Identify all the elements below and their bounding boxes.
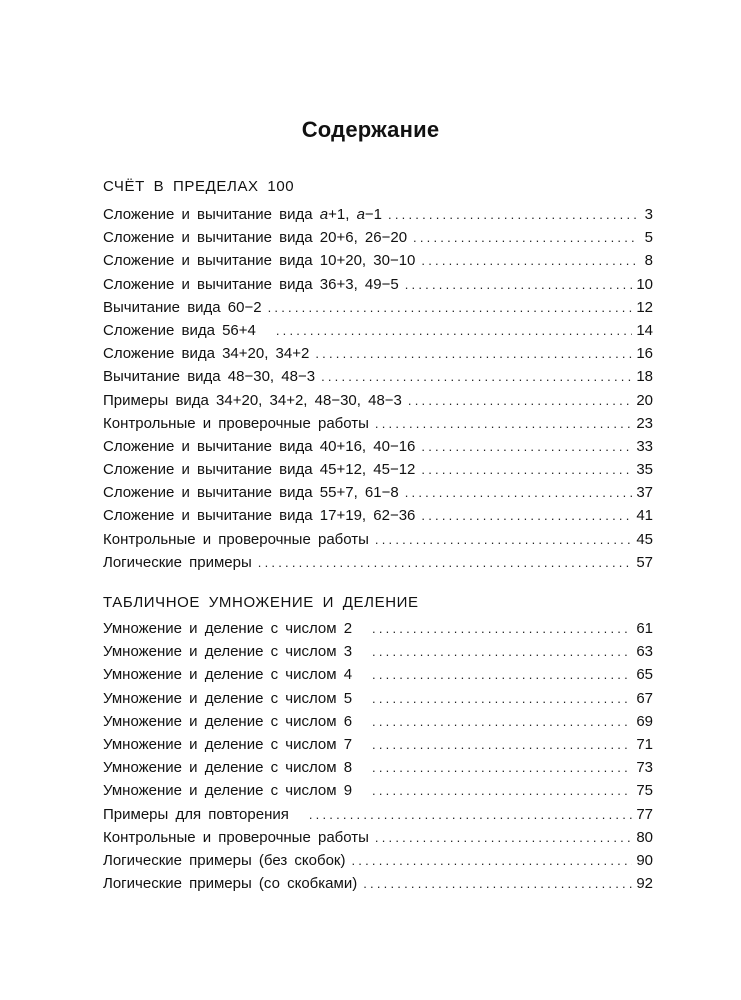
leader-dots [405, 277, 633, 292]
toc-entry-label: Умножение и деление с числом 4 [103, 666, 353, 684]
toc-entry-label: Умножение и деление с числом 8 [103, 759, 353, 777]
toc-entry-label: Умножение и деление с числом 6 [103, 712, 353, 730]
toc-entry-label: Контрольные и проверочные работы [103, 414, 369, 432]
toc-entry[interactable] [103, 461, 653, 484]
leader-dots [372, 621, 632, 636]
toc-entry[interactable] [103, 322, 653, 345]
leader-dots [268, 300, 633, 315]
toc-entry[interactable] [103, 620, 653, 643]
toc-list-section-1 [103, 206, 653, 577]
leader-dots [372, 667, 632, 682]
toc-entry-page: 10 [636, 275, 653, 293]
toc-entry-label: Логические примеры [103, 553, 252, 571]
toc-entry-label: Умножение и деление с числом 3 [103, 643, 353, 661]
leader-dots [372, 644, 632, 659]
toc-entry-page: 90 [636, 851, 653, 869]
leader-dots [405, 485, 633, 500]
toc-entry-label: Вычитание вида 48−30, 48−3 [103, 368, 316, 386]
toc-entry-label: Контрольные и проверочные работы [103, 530, 369, 548]
toc-entry-label: Сложение и вычитание вида 45+12, 45−12 [103, 461, 416, 479]
toc-entry-label: Примеры вида 34+20, 34+2, 48−30, 48−3 [103, 391, 402, 409]
leader-dots [375, 532, 632, 547]
toc-entry-label: Умножение и деление с числом 5 [103, 689, 353, 707]
toc-entry[interactable] [103, 736, 653, 759]
toc-entry-page: 45 [636, 530, 653, 548]
leader-dots [372, 737, 632, 752]
leader-dots [421, 253, 639, 268]
toc-entry[interactable] [103, 875, 653, 898]
toc-entry[interactable] [103, 806, 653, 829]
toc-entry-page: 63 [636, 643, 653, 661]
toc-entry[interactable] [103, 438, 653, 461]
toc-entry-label: Контрольные и проверочные работы [103, 828, 369, 846]
section-heading: СЧЁТ В ПРЕДЕЛАХ 100 [103, 178, 295, 195]
toc-entry-page: 8 [644, 252, 653, 270]
toc-entry-page: 65 [636, 666, 653, 684]
toc-entry[interactable] [103, 415, 653, 438]
leader-dots [421, 439, 632, 454]
toc-entry[interactable] [103, 368, 653, 391]
toc-entry-page: 57 [636, 553, 653, 571]
toc-entry-label: Вычитание вида 60−2 [103, 298, 262, 316]
toc-entry-page: 69 [636, 712, 653, 730]
toc-entry[interactable] [103, 345, 653, 368]
toc-entry-label: Сложение и вычитание вида 10+20, 30−10 [103, 252, 416, 270]
leader-dots [372, 714, 632, 729]
toc-entry-page: 18 [636, 368, 653, 386]
section-heading: ТАБЛИЧНОЕ УМНОЖЕНИЕ И ДЕЛЕНИЕ [103, 594, 419, 611]
toc-entry-page: 73 [636, 759, 653, 777]
leader-dots [375, 416, 632, 431]
toc-entry-label: Сложение и вычитание вида а+1, а−1 [103, 206, 383, 223]
toc-entry-label: Умножение и деление с числом 7 [103, 735, 353, 753]
toc-entry[interactable] [103, 666, 653, 689]
toc-entry-page: 23 [636, 414, 653, 432]
toc-entry-page: 37 [636, 484, 653, 502]
leader-dots [351, 853, 632, 868]
leader-dots [309, 807, 632, 822]
toc-entry-page: 75 [636, 782, 653, 800]
toc-entry-page: 12 [636, 298, 653, 316]
toc-entry-page: 16 [636, 345, 653, 363]
toc-entry[interactable] [103, 852, 653, 875]
leader-dots [276, 323, 632, 338]
toc-entry-label: Примеры для повторения [103, 805, 289, 823]
toc-entry[interactable] [103, 484, 653, 507]
toc-entry[interactable] [103, 392, 653, 415]
toc-entry[interactable] [103, 759, 653, 782]
toc-entry-label: Умножение и деление с числом 2 [103, 620, 353, 637]
toc-entry-page: 61 [636, 620, 653, 637]
toc-entry-page: 5 [644, 229, 653, 247]
toc-entry-label: Сложение и вычитание вида 20+6, 26−20 [103, 229, 408, 247]
toc-entry[interactable] [103, 713, 653, 736]
toc-entry-page: 35 [636, 461, 653, 479]
toc-entry-page: 33 [636, 437, 653, 455]
toc-entry-page: 14 [636, 321, 653, 339]
toc-entry[interactable] [103, 276, 653, 299]
toc-entry-page: 80 [636, 828, 653, 846]
toc-entry-label: Логические примеры (без скобок) [103, 851, 346, 869]
leader-dots [315, 346, 632, 361]
toc-entry-page: 41 [636, 507, 653, 525]
toc-entry[interactable] [103, 643, 653, 666]
toc-entry-label: Логические примеры (со скобками) [103, 875, 358, 893]
leader-dots [363, 876, 632, 891]
toc-entry-page: 20 [636, 391, 653, 409]
toc-entry-label: Сложение вида 56+4 [103, 321, 256, 339]
leader-dots [421, 462, 632, 477]
toc-entry[interactable] [103, 229, 653, 252]
toc-list-section-2 [103, 620, 653, 898]
toc-entry-label: Сложение и вычитание вида 17+19, 62−36 [103, 507, 416, 525]
leader-dots [372, 760, 632, 775]
page-title: Содержание [301, 117, 440, 142]
toc-entry-label: Сложение и вычитание вида 55+7, 61−8 [103, 484, 399, 502]
toc-entry-label: Сложение вида 34+20, 34+2 [103, 345, 310, 363]
toc-entry[interactable] [103, 782, 653, 805]
leader-dots [375, 830, 632, 845]
toc-entry-label: Сложение и вычитание вида 36+3, 49−5 [103, 275, 399, 293]
toc-entry[interactable] [103, 252, 653, 275]
leader-dots [408, 393, 632, 408]
toc-entry-page: 3 [644, 206, 653, 223]
toc-entry[interactable] [103, 507, 653, 530]
toc-entry-label: Сложение и вычитание вида 40+16, 40−16 [103, 437, 416, 455]
leader-dots [413, 230, 639, 245]
toc-entry[interactable] [103, 829, 653, 852]
toc-entry[interactable] [103, 206, 653, 229]
leader-dots [258, 555, 633, 570]
toc-entry[interactable] [103, 531, 653, 554]
toc-entry[interactable] [103, 299, 653, 322]
leader-dots [321, 369, 632, 384]
toc-entry[interactable] [103, 554, 653, 577]
leader-dots [372, 783, 632, 798]
leader-dots [372, 691, 632, 706]
toc-entry-page: 71 [636, 735, 653, 753]
toc-entry-page: 77 [636, 805, 653, 823]
toc-entry-page: 92 [636, 875, 653, 893]
toc-entry-label: Умножение и деление с числом 9 [103, 782, 353, 800]
leader-dots [421, 508, 632, 523]
leader-dots [388, 207, 639, 222]
toc-entry[interactable] [103, 690, 653, 713]
toc-entry-page: 67 [636, 689, 653, 707]
